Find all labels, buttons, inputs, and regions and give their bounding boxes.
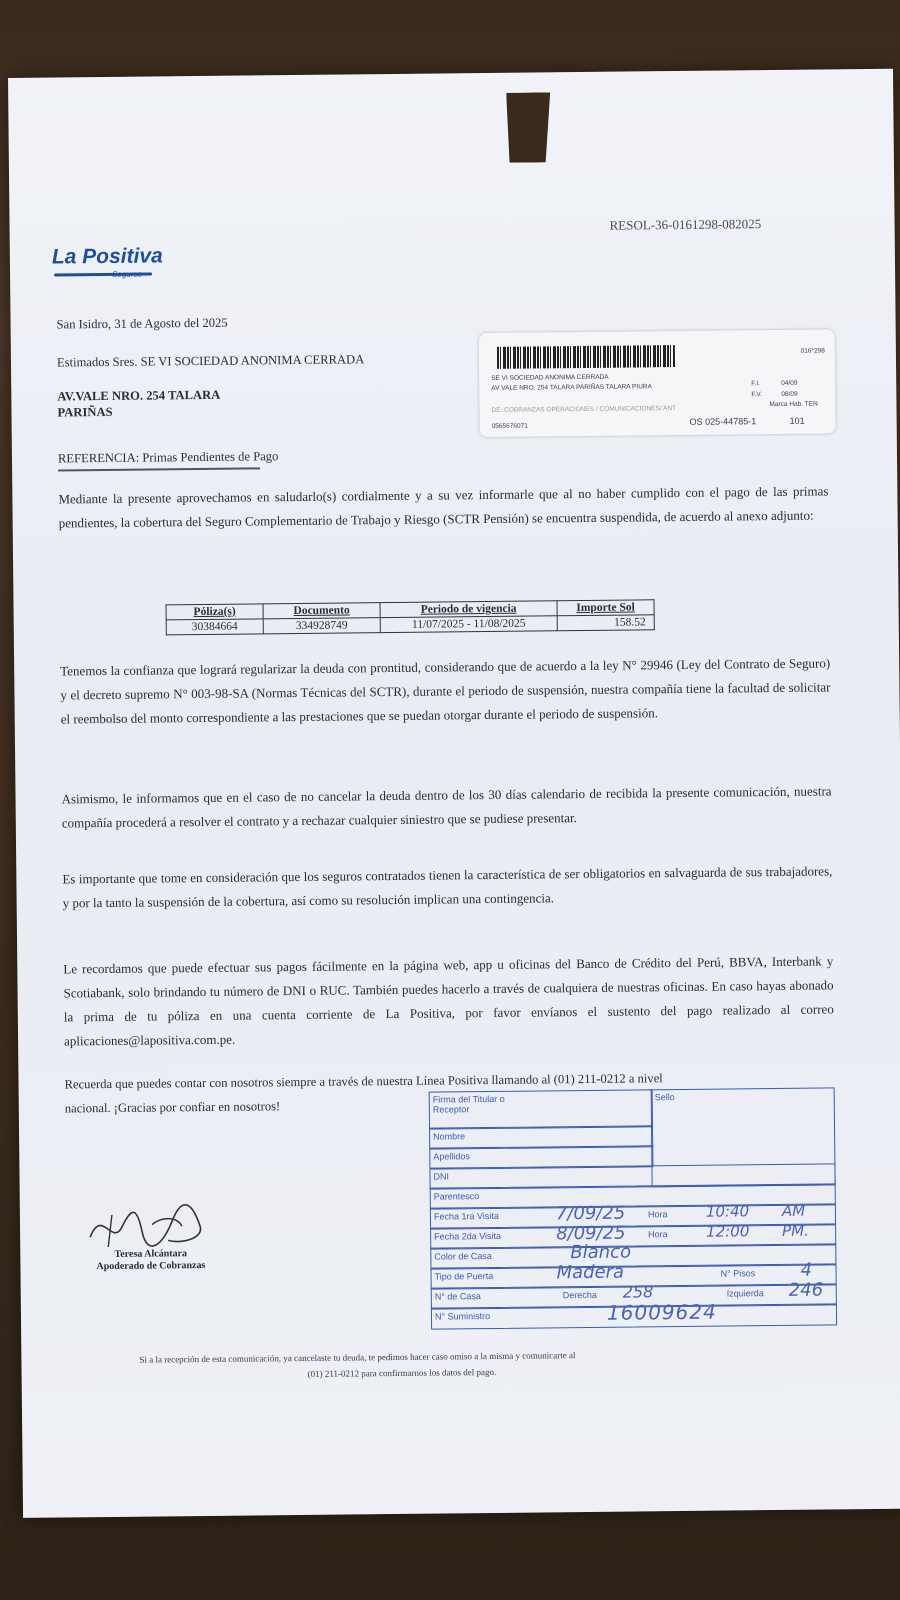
visita1-time: 10:40 <box>705 1202 750 1221</box>
sello-label: Sello <box>654 1092 675 1103</box>
visita2-time: 12:00 <box>706 1222 750 1241</box>
address-line-2: PARIÑAS <box>57 404 113 420</box>
cell-poliza: 30384664 <box>166 619 263 635</box>
label-sub-line: DE: COBRANZAS OPERACIONES / COMUNICACIONES/ ANT <box>491 405 677 414</box>
derecha-label: Derecha <box>562 1289 597 1301</box>
piso-label: N° Pisos <box>720 1268 756 1279</box>
izquierda-label: Izquierda <box>726 1288 764 1299</box>
label-fv-value: 08/09 <box>781 390 798 398</box>
label-os-code: OS 025-44785-1 <box>689 416 757 427</box>
barcode <box>497 345 675 369</box>
label-fv-label: F.V. <box>751 391 763 399</box>
color-value: Blanco <box>570 1241 632 1264</box>
label-os-num: 101 <box>789 415 805 426</box>
label-marca: Marca Hab. TEN <box>769 400 818 409</box>
puerta-value: Madera <box>556 1261 625 1284</box>
hora-label-2: Hora <box>648 1229 668 1240</box>
apellidos-label: Apellidos <box>433 1151 470 1162</box>
paragraph-3: Asimismo, le informamos que en el caso de no cancelar la deuda dentro de los 30 días calendario de recibida la presente comunicación, nuestra compañía procederá a resolver el contrato y a rechazar cualquier siniestro que se pudiese presentar. <box>61 783 832 831</box>
casa-label: N° de Casa <box>434 1291 481 1302</box>
parentesco-label: Parentesco <box>433 1191 480 1202</box>
paragraph-4: Es importante que tome en consideración que los seguros contratados tienen la característica de ser obligatorios en salvaguarda de sus trabajadores, y por la tanto la suspensión de la cobertura, así como su resolución implican una contingencia. <box>62 863 833 911</box>
cell-periodo: 11/07/2025 - 11/08/2025 <box>380 616 557 633</box>
paper-tear <box>506 92 551 162</box>
suministro-value: 16009624 <box>606 1299 717 1325</box>
suministro-label: N° Suministro <box>434 1311 491 1322</box>
piso-value: 4 <box>800 1259 813 1281</box>
paragraph-5: Le recordamos que puede efectuar sus pagos fácilmente en la página web, app u oficinas del Banco de Crédito del Perú, BBVA, Interbank y Scotiabank, solo brindando tu número de DNI o RUC. También puedes hacerlo a través de cualquiera de nuestras oficinas. En caso hayas abonado la prima de tu póliza en una cuenta corriente de La Positiva, por favor envíanos el sustento del pago realizado al correo aplicaciones@lapositiva.com.pe. <box>63 953 834 1049</box>
date-line: San Isidro, 31 de Agosto del 2025 <box>56 315 228 332</box>
intro-paragraph: Mediante la presente aprovechamos en saludarlo(s) cordialmente y a su vez informarle que al no haber cumplido con el pago de las primas pendientes, la cobertura del Seguro Complementario de Trabajo y Riesgo (SCTR Pensión) se encuentra suspendida, de acuerdo al anexo adjunto: <box>58 483 829 531</box>
footer-line-2: (01) 211-0212 para confirmarnos los datos del pago. <box>307 1366 497 1379</box>
visita1-value: 7/09/25 <box>555 1202 626 1225</box>
header-periodo: Periodo de vigencia <box>380 601 557 618</box>
color-label: Color de Casa <box>434 1250 492 1262</box>
derecha-value: 258 <box>622 1282 654 1302</box>
reference-underline <box>58 467 260 471</box>
izquierda-value: 246 <box>788 1279 824 1301</box>
reference-line: REFERENCIA: Primas Pendientes de Pago <box>57 449 279 466</box>
closing-line-2: nacional. ¡Gracias por confiar en nosotros! <box>64 1099 281 1116</box>
header-poliza: Póliza(s) <box>166 604 263 620</box>
hora-label-1: Hora <box>647 1209 668 1220</box>
puerta-label: Tipo de Puerta <box>434 1270 494 1282</box>
label-fi-value: 04/09 <box>781 379 798 387</box>
label-code-left: 0565676071 <box>491 422 528 430</box>
cell-documento: 334928749 <box>263 618 380 634</box>
nombre-label: Nombre <box>433 1131 466 1142</box>
visita1-label: Fecha 1ra Visita <box>433 1210 499 1222</box>
signer-block <box>96 1248 205 1273</box>
firma-label: Firma del Titular o Receptor <box>432 1093 505 1115</box>
mail-label <box>479 329 836 437</box>
letter-paper <box>8 69 900 1518</box>
visita1-ampm: AM <box>781 1201 806 1220</box>
signer-role: Apoderado de Cobranzas <box>96 1259 206 1273</box>
visita2-label: Fecha 2da Visita <box>434 1230 502 1242</box>
label-address: AV VALE NRO. 254 TALARA PARIÑAS TALARA PIURA <box>491 383 652 392</box>
label-corner-code: 016*298 <box>800 347 825 355</box>
policy-table <box>166 599 655 635</box>
header-importe: Importe Sol <box>557 600 654 616</box>
paragraph-2: Tenemos la confianza que logrará regularizar la deuda con prontitud, considerando que de acuerdo a la ley N° 29946 (Ley del Contrato de Seguro) y el decreto supremo N° 003-98-SA (Normas Técnicas del SCTR), durante el periodo de suspensión, nuestra compañía tiene la facultad de solicitar el reembolso del monto correspondiente a las prestaciones que se puedan otorgar durante el periodo de suspensión. <box>60 655 831 727</box>
resolution-code: RESOL-36-0161298-082025 <box>609 216 762 233</box>
address-line-1: AV.VALE NRO. 254 TALARA <box>57 387 221 404</box>
label-fi-label: F.I. <box>751 380 760 388</box>
cell-importe: 158.52 <box>557 615 654 631</box>
visita2-ampm: PM. <box>782 1221 809 1240</box>
header-documento: Documento <box>263 603 380 619</box>
visita2-value: 8/09/25 <box>556 1222 626 1245</box>
recipient-line: Estimados Sres. SE VI SOCIEDAD ANONIMA CERRADA <box>56 352 365 370</box>
dni-label: DNI <box>433 1171 450 1182</box>
delivery-stamp-form <box>429 1087 838 1353</box>
label-recipient: SE VI SOCIEDAD ANONIMA CERRADA <box>491 373 609 382</box>
closing-line-1: Recuerda que puedes contar con nosotros siempre a través de nuestra Línea Positiva llamando al (01) 211-0212 a nivel <box>64 1071 663 1092</box>
company-logo: La Positiva <box>51 244 163 269</box>
footer-line-1: Si a la recepción de esta comunicación, ya cancelaste tu deuda, te pedimos hacer caso omiso a la misma y comunicarte al <box>139 1350 576 1365</box>
signer-name: Teresa Alcántara <box>114 1248 188 1260</box>
